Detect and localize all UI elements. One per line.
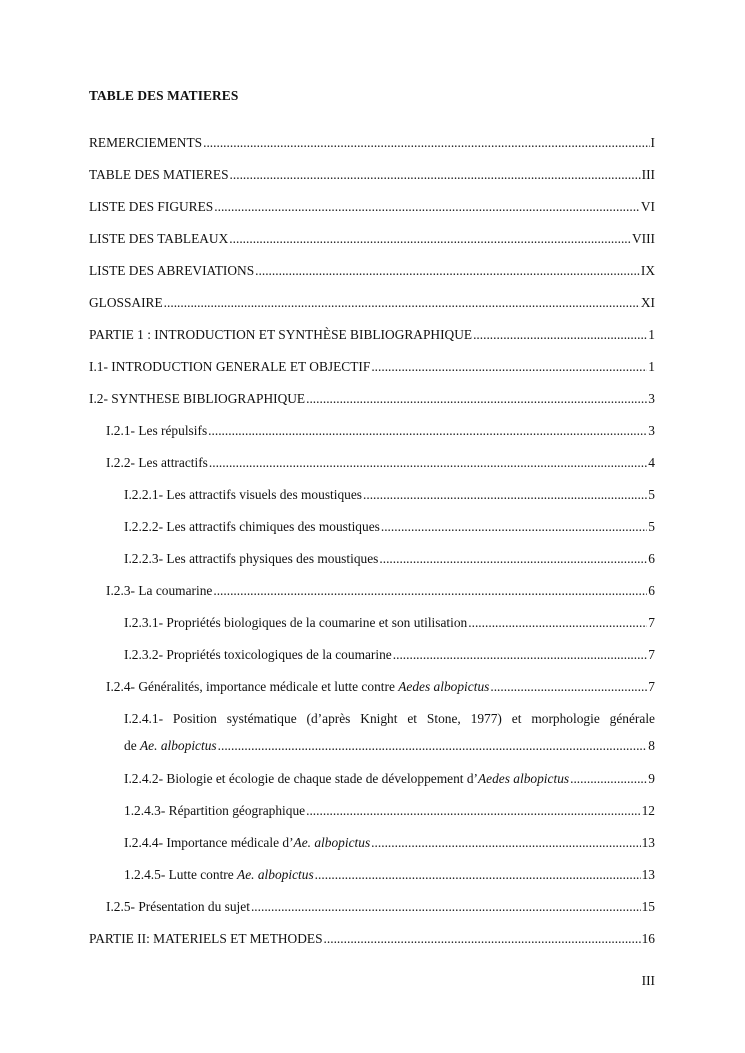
toc-entry-i-2-4-2[interactable]: [124, 770, 655, 788]
dot-leader: [315, 866, 641, 884]
toc-entry-page: 3: [648, 423, 655, 438]
toc-entry-glossaire[interactable]: [89, 294, 655, 312]
toc-entry-text: I.2.3.1- Propriétés biologiques de la coumarine et son utilisation: [124, 615, 468, 630]
toc-entry-i-1[interactable]: [89, 358, 655, 376]
toc-entry-text: I.2.5- Présentation du sujet: [106, 899, 250, 914]
toc-entry-text: LISTE DES FIGURES: [89, 199, 214, 214]
dot-leader: [473, 326, 647, 344]
toc-entry-page: 15: [641, 899, 655, 914]
toc-entry-page: VIII: [631, 231, 655, 246]
toc-entry-page: III: [641, 167, 655, 182]
dot-leader: [230, 166, 641, 184]
dot-leader: [208, 422, 647, 440]
toc-entry-text: PARTIE II: MATERIELS ET METHODES: [89, 931, 323, 946]
dot-leader: [218, 737, 648, 755]
toc-entry-text-roman: 1.2.4.5- Lutte contre: [124, 867, 238, 882]
toc-entry-liste-des-figures[interactable]: [89, 198, 655, 216]
toc-entry-text: TABLE DES MATIERES: [89, 167, 229, 182]
toc-entry-text-roman: I.2.4- Généralités, importance médicale et lutte contre: [106, 679, 399, 694]
page-title: TABLE DES MATIERES: [89, 88, 239, 103]
toc-entry-page: XI: [640, 295, 655, 310]
toc-entry-remerciements[interactable]: [89, 134, 655, 152]
toc-entry-page: VI: [640, 199, 655, 214]
toc-entry-text: GLOSSAIRE: [89, 295, 163, 310]
toc-entry-i-2-4-1[interactable]: [124, 710, 655, 753]
toc-entry-i-2-4-3[interactable]: [124, 802, 655, 820]
toc-entry-text: I.2.1- Les répulsifs: [106, 423, 208, 438]
toc-entry-page: 5: [648, 519, 655, 534]
toc-entry-text-italic: Aedes albopictus: [398, 679, 490, 694]
toc-entry-text: I.2.2.2- Les attractifs chimiques des moustiques: [124, 519, 380, 534]
toc-entry-table-des-matieres[interactable]: [89, 166, 655, 184]
dot-leader: [570, 770, 647, 788]
dot-leader: [209, 454, 647, 472]
toc-entry-text: REMERCIEMENTS: [89, 135, 203, 150]
toc-entry-page: 4: [648, 455, 655, 470]
toc-entry-page: 8: [648, 738, 655, 753]
toc-entry-text-italic: Ae. albopictus: [293, 835, 371, 850]
dot-leader: [203, 134, 649, 152]
toc-entry-i-2[interactable]: [89, 390, 655, 408]
toc-entry-i-2-4-5[interactable]: [124, 866, 655, 884]
toc-entry-text: I.2.3.2- Propriétés toxicologiques de la coumarine: [124, 647, 392, 662]
toc-entry-text: I.2.3- La coumarine: [106, 583, 213, 598]
toc-entry-page: 13: [641, 835, 655, 850]
toc-entry-text-roman: de: [124, 738, 140, 753]
page-number: III: [641, 973, 655, 988]
toc-entry-page: 6: [648, 583, 655, 598]
dot-leader: [371, 834, 640, 852]
toc-entry-text: [124, 834, 370, 852]
toc-entry-partie-2[interactable]: [89, 930, 655, 948]
toc-entry-text-italic: Aedes albopictus: [477, 771, 570, 786]
toc-entry-text: LISTE DES ABREVIATIONS: [89, 263, 255, 278]
toc-entry-i-2-2[interactable]: [106, 454, 655, 472]
toc-entry-page: 12: [641, 803, 655, 818]
dot-leader: [371, 358, 647, 376]
toc-entry-partie-1[interactable]: [89, 326, 655, 344]
dot-leader: [164, 294, 640, 312]
toc-entry-text: I.2- SYNTHESE BIBLIOGRAPHIQUE: [89, 391, 306, 406]
toc-entry-text: [124, 866, 314, 884]
toc-entry-text: [106, 678, 489, 696]
toc-entry-page: 7: [648, 615, 655, 630]
toc-entry-i-2-2-2[interactable]: [124, 518, 655, 536]
toc-entry-text: [124, 770, 569, 788]
toc-entry-liste-des-tableaux[interactable]: [89, 230, 655, 248]
toc-entry-liste-des-abreviations[interactable]: [89, 262, 655, 280]
toc-entry-text-italic: Ae. albopictus: [237, 867, 314, 882]
toc-entry-page: 3: [648, 391, 655, 406]
dot-leader: [324, 930, 641, 948]
dot-leader: [393, 646, 648, 664]
toc-entry-page: IX: [640, 263, 655, 278]
toc-entry-i-2-2-3[interactable]: [124, 550, 655, 568]
toc-entry-text: I.2.2.3- Les attractifs physiques des moustiques: [124, 551, 379, 566]
toc-entry-i-2-1[interactable]: [106, 422, 655, 440]
toc-entry-page: 7: [648, 647, 655, 662]
toc-entry-i-2-4-4[interactable]: [124, 834, 655, 852]
dot-leader: [363, 486, 647, 504]
toc-entry-i-2-2-1[interactable]: [124, 486, 655, 504]
toc-entry-page: 13: [641, 867, 655, 882]
dot-leader: [306, 390, 647, 408]
dot-leader: [306, 802, 641, 820]
toc-entry-text-cont: [124, 737, 217, 755]
toc-entry-page: 7: [648, 679, 655, 694]
dot-leader: [381, 518, 647, 536]
toc-entry-text-roman: I.2.4.2- Biologie et écologie de chaque stade de développement d’: [124, 771, 478, 786]
toc-entry-text-roman: I.2.4.4- Importance médicale d’: [124, 835, 294, 850]
toc-entry-i-2-3[interactable]: [106, 582, 655, 600]
dot-leader: [255, 262, 640, 280]
toc-entry-continuation: [124, 737, 655, 755]
dot-leader: [229, 230, 631, 248]
toc-entry-page: 9: [648, 771, 655, 786]
toc-entry-page: 6: [648, 551, 655, 566]
toc-entry-text-italic: Ae. albopictus: [140, 738, 217, 753]
dot-leader: [490, 678, 647, 696]
toc-entry-i-2-3-2[interactable]: [124, 646, 655, 664]
toc-entry-page: 5: [648, 487, 655, 502]
toc-entry-text: I.2.2- Les attractifs: [106, 455, 208, 470]
toc-entry-i-2-3-1[interactable]: [124, 614, 655, 632]
dot-leader: [468, 614, 647, 632]
toc-entry-text: I.2.2.1- Les attractifs visuels des moustiques: [124, 487, 363, 502]
dot-leader: [213, 582, 647, 600]
toc-entry-i-2-5[interactable]: [106, 898, 655, 916]
dot-leader: [379, 550, 647, 568]
toc-entry-text: I.1- INTRODUCTION GENERALE ET OBJECTIF: [89, 359, 371, 374]
dot-leader: [251, 898, 641, 916]
toc-entry-text: PARTIE 1 : INTRODUCTION ET SYNTHÈSE BIBLIOGRAPHIQUE: [89, 327, 473, 342]
toc-entry-text: I.2.4.1- Position systématique (d’après Knight et Stone, 1977) et morphologie générale: [124, 711, 655, 726]
toc-entry-page: 1: [648, 327, 655, 342]
toc-entry-page: 1: [648, 359, 655, 374]
dot-leader: [214, 198, 640, 216]
toc-entry-page: 16: [641, 931, 655, 946]
toc-entry-text: LISTE DES TABLEAUX: [89, 231, 229, 246]
toc-entry-text: 1.2.4.3- Répartition géographique: [124, 803, 306, 818]
toc-entry-page: I: [650, 135, 655, 150]
toc-entry-i-2-4[interactable]: [106, 678, 655, 696]
